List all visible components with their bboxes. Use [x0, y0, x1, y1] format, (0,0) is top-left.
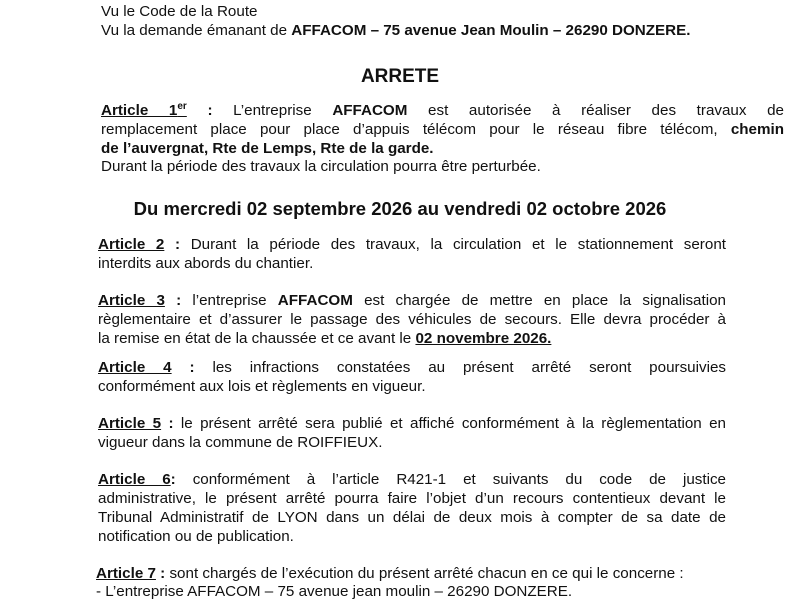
article3-l2: règlementaire et d’assurer le passage des véhicules de secours. Elle devra procéder à	[98, 311, 726, 328]
article7-label: Article 7	[96, 565, 156, 582]
article1-l2a: remplacement place pour place d’appuis télécom pour le réseau fibre télécom,	[101, 121, 731, 138]
article2-l1: Durant la période des travaux, la circulation et le stationnement seront	[190, 236, 726, 253]
article1-l1a: L’entreprise	[233, 102, 333, 119]
article1-line3	[101, 140, 434, 158]
article6-line4	[98, 528, 294, 546]
article7-line1	[96, 565, 684, 583]
article4-line2	[98, 378, 426, 396]
article2-label: Article 2	[98, 236, 165, 253]
article6-l3: Tribunal Administratif de LYON dans un délai de deux mois à compter de sa date de	[98, 509, 726, 526]
article2-sep: :	[164, 236, 181, 253]
article7-sep: :	[155, 565, 166, 582]
article1-l4: Durant la période des travaux la circulation pourra être perturbée.	[101, 158, 541, 175]
article1-label-sup: er	[177, 100, 187, 112]
article3-sep: :	[164, 292, 182, 309]
article6-line3	[98, 509, 726, 527]
article3-l1b: AFFACOM	[277, 292, 353, 309]
article5-l1: le présent arrêté sera publié et affiché conformément à la règlementation en	[180, 415, 727, 432]
article1-l1c: est autorisée à réaliser des travaux de	[407, 102, 785, 119]
article7-l1: sont chargés de l’exécution du présent arrêté chacun en ce qui le concerne :	[169, 565, 684, 582]
article2-line2	[98, 255, 313, 273]
article5-line2	[98, 434, 382, 452]
document-title: ARRETE	[360, 66, 440, 87]
article3-line2	[98, 311, 726, 329]
article3-l1a: l’entreprise	[192, 292, 278, 309]
article3-line1	[98, 292, 726, 310]
article4-label: Article 4	[98, 359, 172, 376]
article5-sep: :	[161, 415, 174, 432]
article3-deadline: 02 novembre 2026.	[415, 330, 552, 347]
article3-label: Article 3	[98, 292, 165, 309]
vu-demande-line	[101, 22, 690, 40]
vu-demande-requester: AFFACOM – 75 avenue Jean Moulin – 26290 DONZERE.	[291, 22, 691, 39]
article6-line2	[98, 490, 726, 508]
article6-l4: notification ou de publication.	[98, 528, 294, 545]
article1-line2	[101, 121, 784, 139]
article2-line1	[98, 236, 726, 254]
vu-code-line	[101, 3, 257, 21]
article3-l3a: la remise en état de la chaussée et ce avant le	[98, 330, 416, 347]
article6-l2: administrative, le présent arrêté pourra faire l’objet d’un recours contentieux devant le	[98, 490, 726, 507]
article6-sep: :	[170, 471, 176, 488]
article5-l2: vigueur dans la commune de ROIFFIEUX.	[98, 434, 383, 451]
article6-label: Article 6	[98, 471, 171, 488]
article2-l2: interdits aux abords du chantier.	[98, 255, 314, 272]
article7-line2	[96, 583, 572, 601]
date-range-heading: Du mercredi 02 septembre 2026 au vendredi 02 octobre 2026	[133, 198, 667, 219]
article7-l2: - L’entreprise AFFACOM – 75 avenue jean moulin – 26290 DONZERE.	[96, 583, 573, 600]
article4-line1	[98, 359, 726, 377]
article5-line1	[98, 415, 726, 433]
article6-line1	[98, 471, 726, 489]
article3-line3	[98, 330, 551, 348]
article3-l1c: est chargée de mettre en place la signalisation	[352, 292, 726, 309]
article1-sep: :	[186, 102, 213, 119]
vu-code-text: Vu le Code de la Route	[101, 3, 258, 20]
article1-line1	[101, 102, 784, 120]
article1-l1b: AFFACOM	[332, 102, 408, 119]
article1-l2b: chemin	[730, 121, 784, 138]
article6-l1: conformément à l’article R421-1 et suivants du code de justice	[192, 471, 726, 488]
article1-line4	[101, 158, 541, 176]
article4-l1: les infractions constatées au présent arrêté seront poursuivies	[212, 359, 726, 376]
vu-demande-prefix: Vu la demande émanant de	[101, 22, 292, 39]
article4-l2: conformément aux lois et règlements en vigueur.	[98, 378, 426, 395]
article1-l3: de l’auvergnat, Rte de Lemps, Rte de la garde.	[101, 140, 434, 157]
article1-label: Article 1er	[101, 100, 187, 119]
article5-label: Article 5	[98, 415, 162, 432]
article4-sep: :	[171, 359, 195, 376]
